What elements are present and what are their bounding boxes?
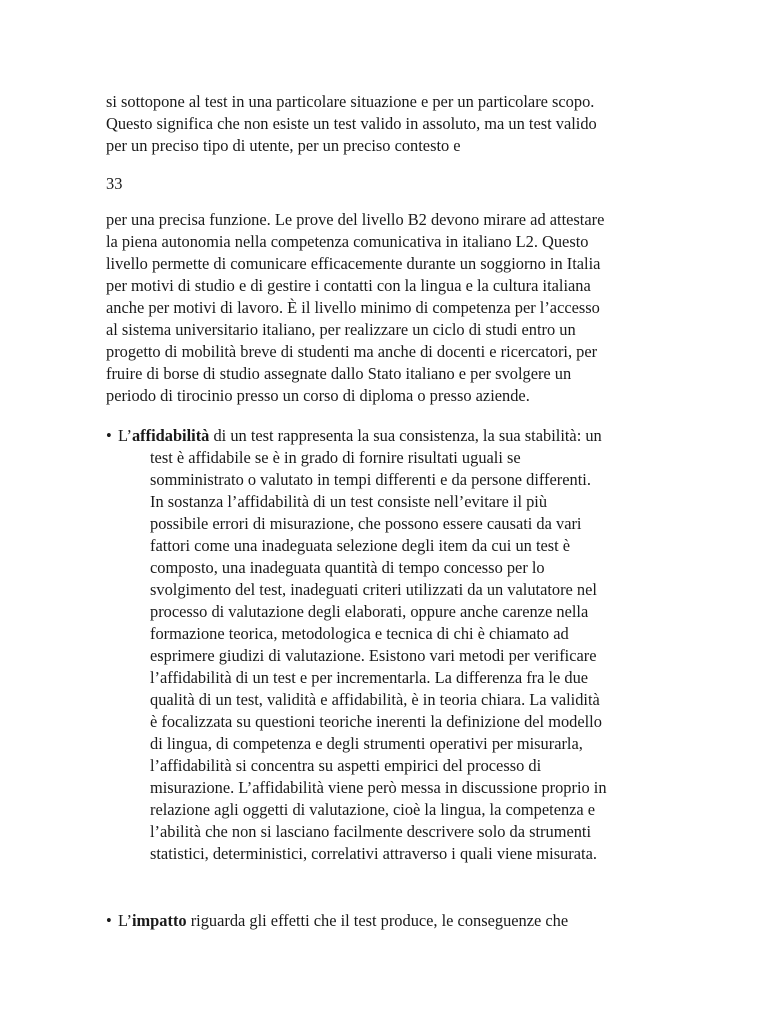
text-line: fruire di borse di studio assegnate dallo Stato italiano e per svolgere un xyxy=(106,364,572,383)
text-line: relazione agli oggetti di valutazione, cioè la lingua, la competenza e xyxy=(150,800,596,819)
bullet-prefix: L’ xyxy=(118,911,132,930)
text-line: fattori come una inadeguata selezione degli item da cui un test è xyxy=(150,536,571,555)
bullet-first-line xyxy=(106,910,706,932)
text-line: Questo significa che non esiste un test valido in assoluto, ma un test valido xyxy=(106,114,597,133)
text-line: si sottopone al test in una particolare situazione e per un particolare scopo. xyxy=(106,92,595,111)
text-line: l’affidabilità si concentra su aspetti empirici del processo di xyxy=(150,756,542,775)
text-line: qualità di un test, validità e affidabilità, è in teoria chiara. La validità xyxy=(150,690,600,709)
bullet-first-line xyxy=(106,425,706,447)
text-line: al sistema universitario italiano, per realizzare un ciclo di studi entro un xyxy=(106,320,576,339)
text-line: periodo di tirocinio presso un corso di diploma o presso aziende. xyxy=(106,386,530,405)
bullet-affidabilita xyxy=(106,425,706,865)
text-line: la piena autonomia nella competenza comunicativa in italiano L2. Questo xyxy=(106,232,589,251)
text-line: per un preciso tipo di utente, per un preciso contesto e xyxy=(106,136,461,155)
paragraph-intro xyxy=(106,91,686,157)
text-line: possibile errori di misurazione, che possono essere causati da vari xyxy=(150,514,582,533)
text-line: composto, una inadeguata quantità di tempo concesso per lo xyxy=(150,558,545,577)
bullet-marker: • xyxy=(106,911,112,930)
text-line: per una precisa funzione. Le prove del livello B2 devono mirare ad attestare xyxy=(106,210,605,229)
text-line: l’abilità che non si lasciano facilmente descrivere solo da strumenti xyxy=(150,822,592,841)
bullet-term: affidabilità xyxy=(131,426,210,445)
text-line: per motivi di studio e di gestire i contatti con la lingua e la cultura italiana xyxy=(106,276,591,295)
text-line: In sostanza l’affidabilità di un test consiste nell’evitare il più xyxy=(150,492,548,511)
text-line: somministrato o valutato in tempi differenti e da persone differenti. xyxy=(150,470,591,489)
bullet-marker: • xyxy=(106,426,112,445)
paragraph-b2-level xyxy=(106,209,686,407)
text-line: processo di valutazione degli elaborati, oppure anche carenze nella xyxy=(150,602,589,621)
text-line: formazione teorica, metodologica e tecnica di chi è chiamato ad xyxy=(150,624,569,643)
text-line: progetto di mobilità breve di studenti ma anche di docenti e ricercatori, per xyxy=(106,342,598,361)
text-line: livello permette di comunicare efficacemente durante un soggiorno in Italia xyxy=(106,254,601,273)
text-line: esprimere giudizi di valutazione. Esistono vari metodi per verificare xyxy=(150,646,597,665)
text-line: l’affidabilità di un test e per incrementarla. La differenza fra le due xyxy=(150,668,589,687)
bullet-prefix: L’ xyxy=(118,426,132,445)
bullet-first-rest: riguarda gli effetti che il test produce, le conseguenze che xyxy=(186,911,569,930)
text-line: misurazione. L’affidabilità viene però messa in discussione proprio in xyxy=(150,778,607,797)
text-line: statistici, deterministici, correlativi attraverso i quali viene misurata. xyxy=(150,844,597,863)
page-number: 33 xyxy=(106,174,123,193)
text-line: test è affidabile se è in grado di fornire risultati uguali se xyxy=(150,448,521,467)
text-line: è focalizzata su questioni teoriche inerenti la definizione del modello xyxy=(150,712,602,731)
text-line: anche per motivi di lavoro. È il livello minimo di competenza per l’accesso xyxy=(106,298,600,317)
text-line: svolgimento del test, inadeguati criteri utilizzati da un valutatore nel xyxy=(150,580,597,599)
bullet-term: impatto xyxy=(131,911,187,930)
bullet-first-rest: di un test rappresenta la sua consistenza, la sua stabilità: un xyxy=(209,426,602,445)
bullet-impatto xyxy=(106,910,706,932)
text-line: di lingua, di competenza e degli strumenti operativi per misurarla, xyxy=(150,734,583,753)
